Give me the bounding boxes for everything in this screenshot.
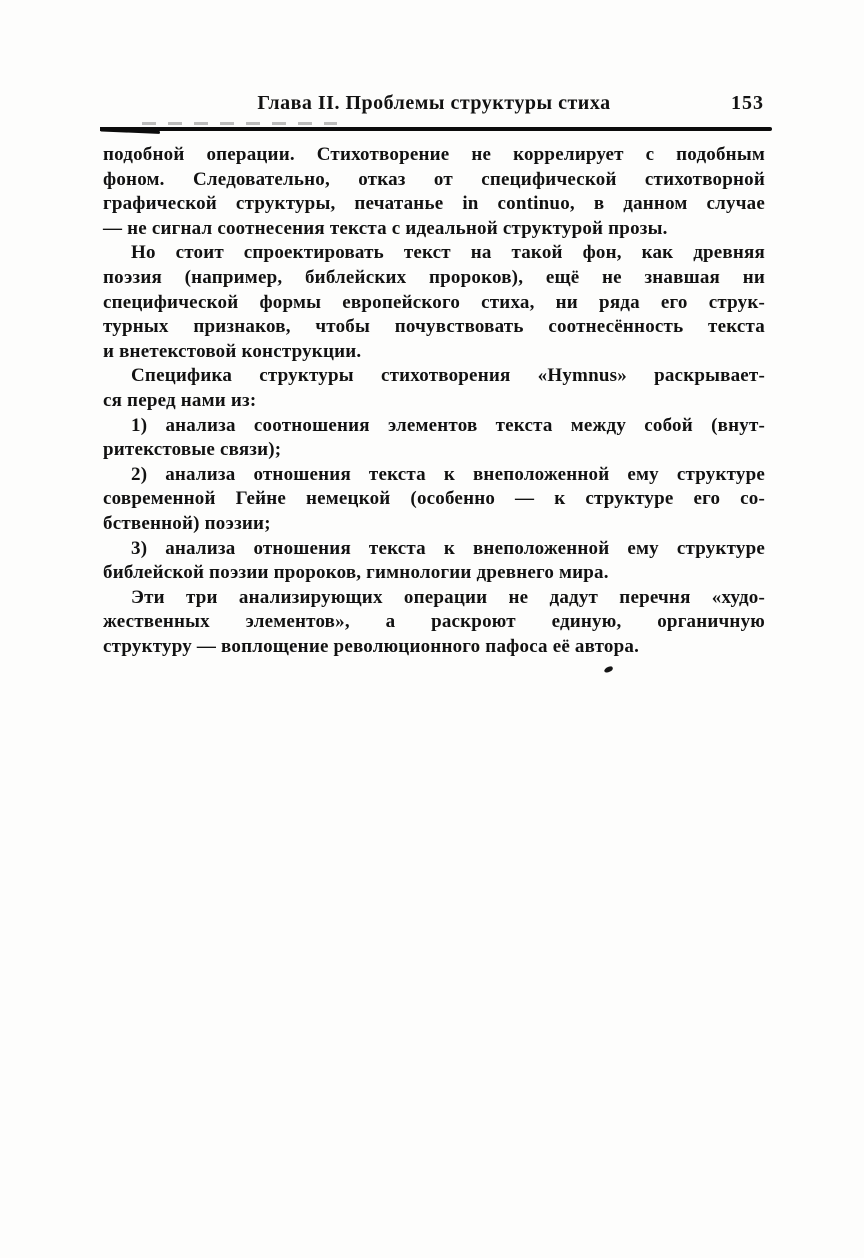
ink-speck xyxy=(603,665,613,673)
text-line: Но стоит спроектировать текст на такой фон, как древняя xyxy=(131,242,765,264)
text-line: Эти три анализирующих операции не дадут перечня «худо- xyxy=(131,586,765,608)
text-line: графической структуры, печатанье in continuo, в данном случае xyxy=(103,193,765,215)
text-line: жественных элементов», а раскроют единую, органичную xyxy=(103,611,765,633)
text-line: поэзия (например, библейских пророков), ещё не знавшая ни xyxy=(103,266,765,288)
body-text xyxy=(103,143,765,659)
text-line: турных признаков, чтобы почувствовать соотнесённость текста xyxy=(103,316,765,338)
text-line: — не сигнал соотнесения текста с идеальной структурой прозы. xyxy=(103,217,668,239)
chapter-title: Глава II. Проблемы структуры стиха xyxy=(257,92,611,114)
running-header xyxy=(102,92,766,118)
text-line: ся перед нами из: xyxy=(103,389,257,411)
text-line: современной Гейне немецкой (особенно — к структуре его со- xyxy=(103,488,765,510)
text-line: 3) анализа отношения текста к внеположенной ему структуре xyxy=(131,537,765,559)
page-number: 153 xyxy=(731,92,764,114)
header-rule xyxy=(100,127,772,131)
text-line: фоном. Следовательно, отказ от специфической стихотворной xyxy=(103,168,765,190)
text-line: библейской поэзии пророков, гимнологии древнего мира. xyxy=(103,562,609,584)
text-line: бственной) поэзии; xyxy=(103,512,271,534)
text-line: 2) анализа отношения текста к внеположенной ему структуре xyxy=(131,463,765,485)
text-line: и внетекстовой конструкции. xyxy=(103,340,362,362)
text-line: структуру — воплощение революционного пафоса её автора. xyxy=(103,635,640,657)
text-line: 1) анализа соотношения элементов текста между собой (внут- xyxy=(131,414,765,436)
text-line: подобной операции. Стихотворение не коррелирует с подобным xyxy=(103,144,765,165)
text-line: специфической формы европейского стиха, ни ряда его струк- xyxy=(103,291,765,313)
scan-smudge xyxy=(142,122,337,125)
text-line: ритекстовые связи); xyxy=(103,439,282,461)
text-line: Специфика структуры стихотворения «Hymnus» раскрывает- xyxy=(131,365,765,387)
